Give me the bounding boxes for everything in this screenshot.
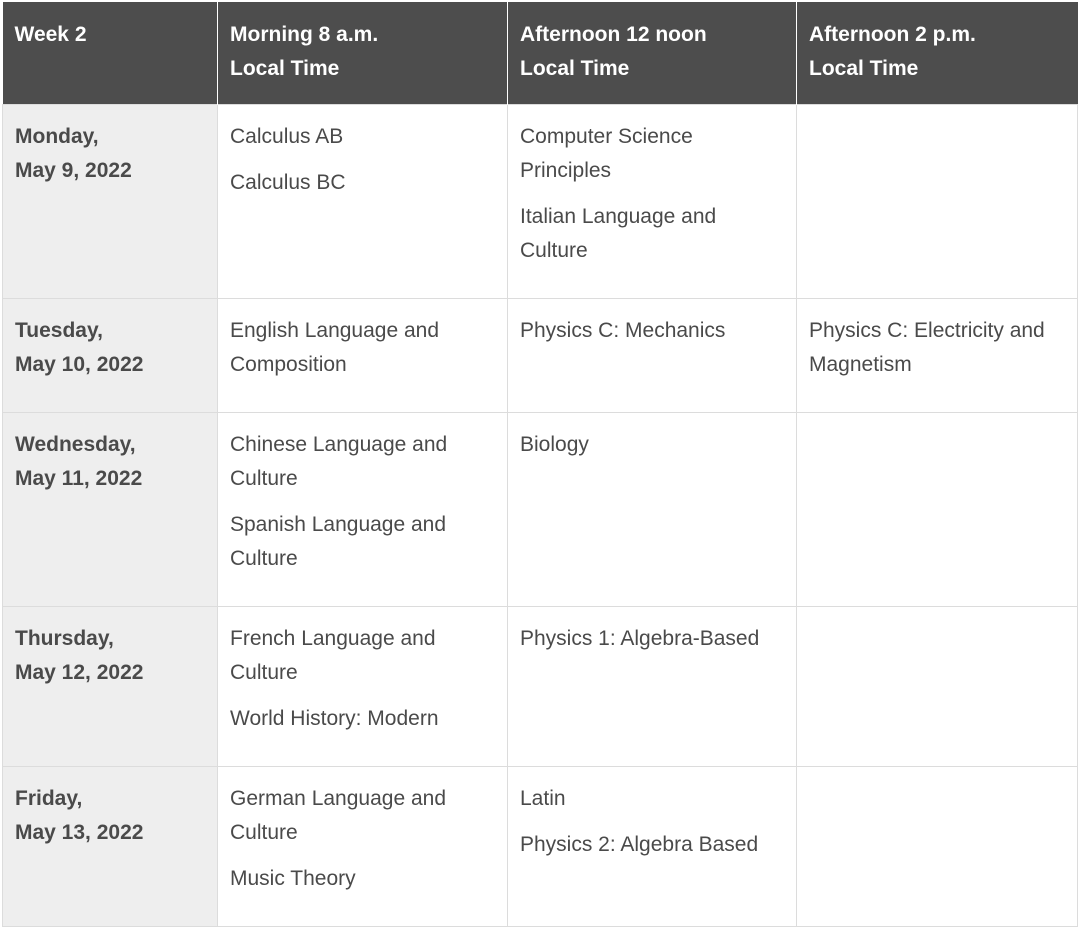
day-date: May 11, 2022 <box>15 467 143 490</box>
header-noon <box>508 2 797 105</box>
morning-cell <box>218 413 508 607</box>
exam-name: Computer Science Principles <box>520 125 693 182</box>
afternoon-cell <box>797 607 1078 767</box>
morning-cell <box>218 299 508 413</box>
exam-schedule-table <box>2 2 1078 927</box>
day-name: Thursday, <box>15 627 114 650</box>
exam-name: Physics C: Electricity and Magnetism <box>809 319 1045 376</box>
day-cell <box>3 607 218 767</box>
exam-name: Chinese Language and Culture <box>230 433 448 490</box>
exam-name: Latin <box>520 787 566 810</box>
header-noon-zone: Local Time <box>520 57 630 80</box>
noon-cell <box>508 413 797 607</box>
morning-cell <box>218 767 508 927</box>
header-afternoon <box>797 2 1078 105</box>
afternoon-cell <box>797 413 1078 607</box>
table-row <box>3 767 1078 927</box>
day-date: May 13, 2022 <box>15 821 144 844</box>
exam-name: Calculus BC <box>230 171 346 194</box>
day-cell <box>3 299 218 413</box>
morning-cell <box>218 105 508 299</box>
table-row <box>3 413 1078 607</box>
table-row <box>3 299 1078 413</box>
header-morning-zone: Local Time <box>230 57 340 80</box>
exam-name: Italian Language and Culture <box>520 205 717 262</box>
table-row <box>3 105 1078 299</box>
exam-name: World History: Modern <box>230 707 439 730</box>
header-row <box>3 2 1078 105</box>
afternoon-cell <box>797 105 1078 299</box>
day-name: Friday, <box>15 787 83 810</box>
noon-cell <box>508 767 797 927</box>
exam-name: Calculus AB <box>230 125 344 148</box>
header-afternoon-zone: Local Time <box>809 57 919 80</box>
exam-name: Physics C: Mechanics <box>520 319 726 342</box>
day-cell <box>3 413 218 607</box>
noon-cell <box>508 607 797 767</box>
day-date: May 10, 2022 <box>15 353 144 376</box>
day-date: May 12, 2022 <box>15 661 144 684</box>
noon-cell <box>508 299 797 413</box>
header-morning <box>218 2 508 105</box>
afternoon-cell <box>797 299 1078 413</box>
afternoon-cell <box>797 767 1078 927</box>
day-cell <box>3 767 218 927</box>
header-week <box>3 2 218 105</box>
day-name: Monday, <box>15 125 99 148</box>
exam-name: French Language and Culture <box>230 627 436 684</box>
exam-name: German Language and Culture <box>230 787 446 844</box>
header-week-label: Week 2 <box>14 23 87 46</box>
exam-name: Biology <box>520 433 589 456</box>
table-row <box>3 607 1078 767</box>
header-afternoon-time: Afternoon 2 p.m. <box>809 23 976 46</box>
exam-name: Physics 2: Algebra Based <box>520 833 759 856</box>
exam-name: Physics 1: Algebra-Based <box>520 627 760 650</box>
day-name: Wednesday, <box>15 433 136 456</box>
exam-name: Music Theory <box>230 867 356 890</box>
day-date: May 9, 2022 <box>15 159 132 182</box>
day-cell <box>3 105 218 299</box>
header-morning-time: Morning 8 a.m. <box>230 23 379 46</box>
morning-cell <box>218 607 508 767</box>
header-noon-time: Afternoon 12 noon <box>520 23 707 46</box>
day-name: Tuesday, <box>15 319 103 342</box>
exam-name: Spanish Language and Culture <box>230 513 447 570</box>
exam-name: English Language and Composition <box>230 319 440 376</box>
noon-cell <box>508 105 797 299</box>
